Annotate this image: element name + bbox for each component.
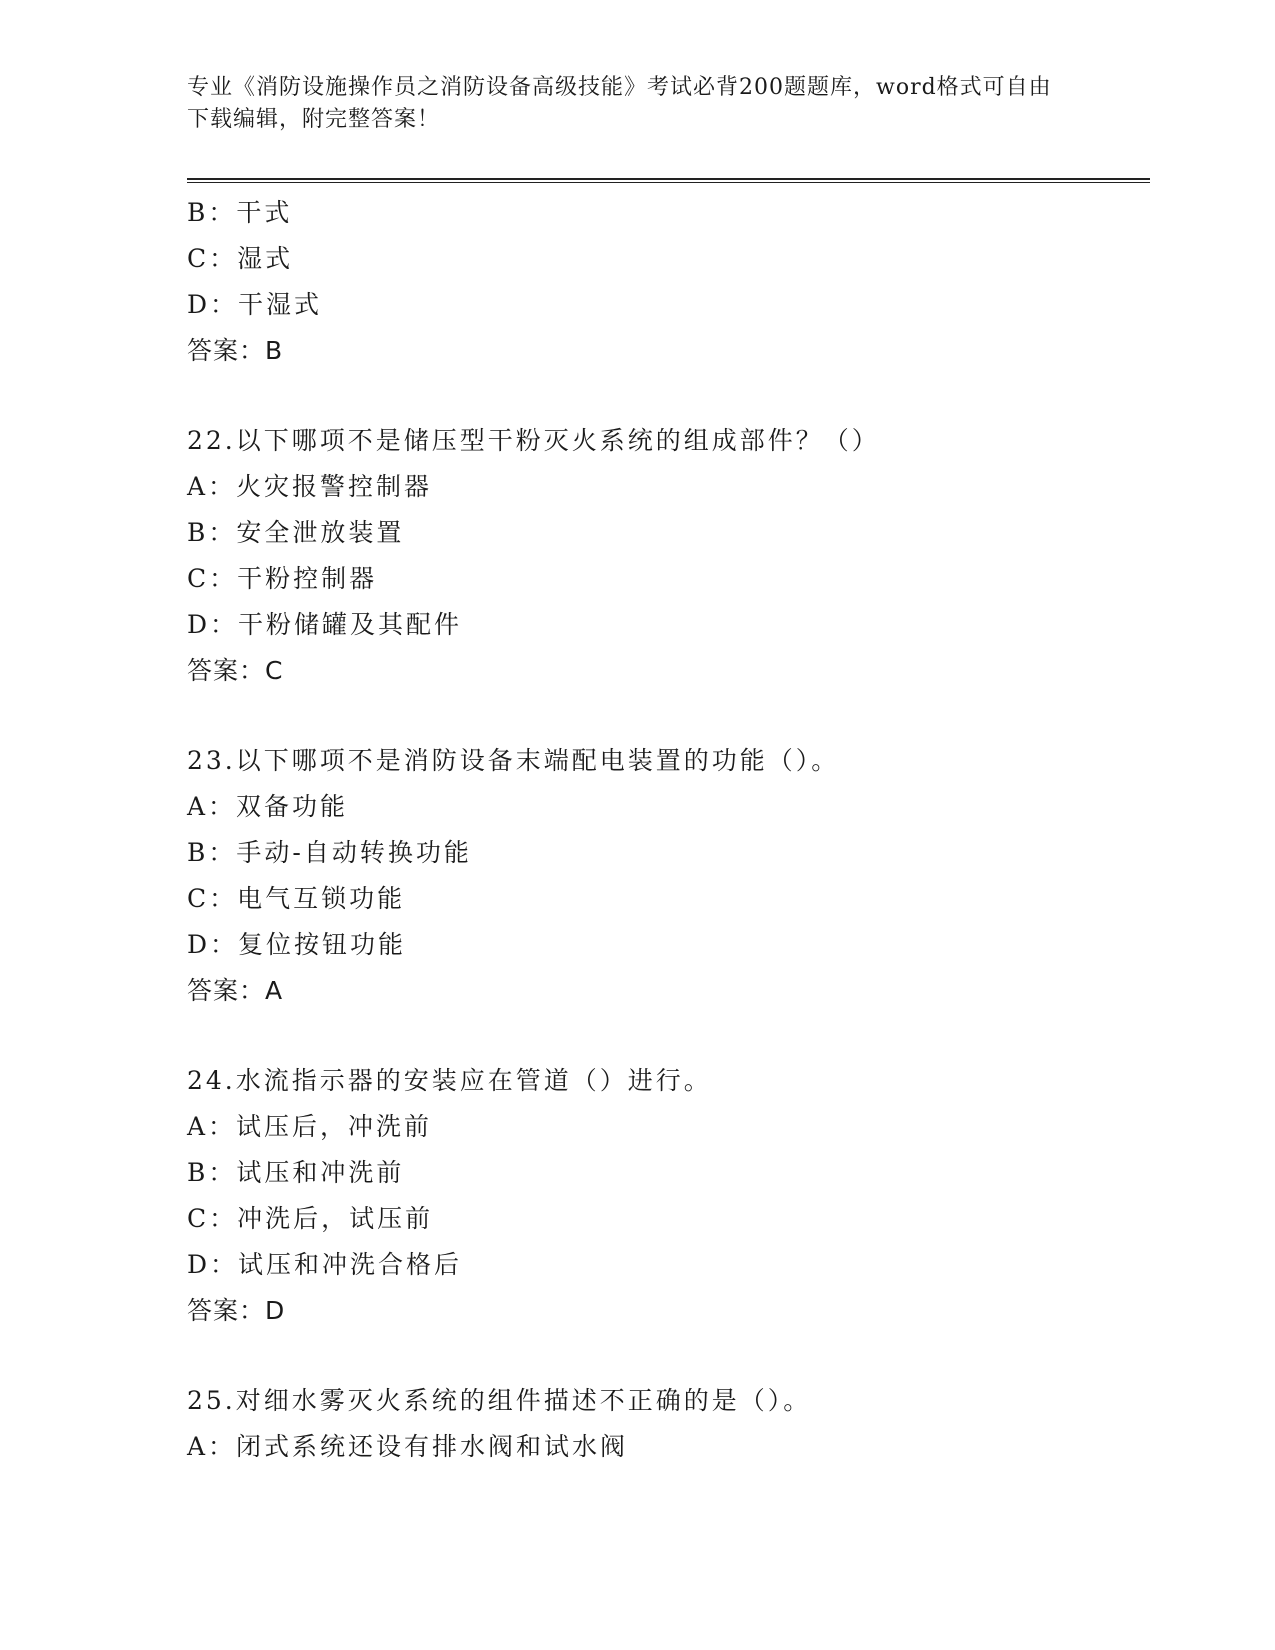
option-d: D：干粉储罐及其配件	[187, 610, 463, 639]
header-divider	[187, 178, 1150, 183]
question-block-24	[187, 1058, 1150, 1334]
option-a: A：闭式系统还设有排水阀和试水阀	[187, 1432, 629, 1461]
option-a: A：试压后，冲洗前	[187, 1112, 433, 1141]
option-c: C：湿式	[187, 244, 294, 273]
question-block-21	[187, 190, 1150, 374]
answer-line: 答案：A	[187, 976, 284, 1005]
answer-line: 答案：C	[187, 656, 284, 685]
option-d: D：复位按钮功能	[187, 930, 407, 959]
question-block-23	[187, 738, 1150, 1014]
option-b: B：试压和冲洗前	[187, 1158, 405, 1187]
option-a: A：火灾报警控制器	[187, 472, 433, 501]
option-c: C：干粉控制器	[187, 564, 378, 593]
question-text: 24.水流指示器的安装应在管道（）进行。	[187, 1066, 712, 1095]
option-b: B：干式	[187, 198, 293, 227]
question-text: 23.以下哪项不是消防设备末端配电装置的功能（）。	[187, 746, 840, 775]
question-text: 22.以下哪项不是储压型干粉灭火系统的组成部件？（）	[187, 426, 880, 455]
question-text: 25.对细水雾灭火系统的组件描述不正确的是（）。	[187, 1386, 812, 1415]
option-b: B：安全泄放装置	[187, 518, 405, 547]
option-b: B：手动-自动转换功能	[187, 838, 472, 867]
answer-line: 答案：D	[187, 1296, 286, 1325]
question-list	[187, 190, 1150, 1470]
option-c: C：电气互锁功能	[187, 884, 406, 913]
question-block-25	[187, 1378, 1150, 1470]
option-d: D：干湿式	[187, 290, 323, 319]
option-a: A：双备功能	[187, 792, 349, 821]
option-c: C：冲洗后，试压前	[187, 1204, 434, 1233]
option-d: D：试压和冲洗合格后	[187, 1250, 463, 1279]
question-block-22	[187, 418, 1150, 694]
answer-line: 答案：B	[187, 336, 284, 365]
document-header: 专业《消防设施操作员之消防设备高级技能》考试必背200题题库，word格式可自由下载编辑，附完整答案！	[187, 75, 1052, 132]
